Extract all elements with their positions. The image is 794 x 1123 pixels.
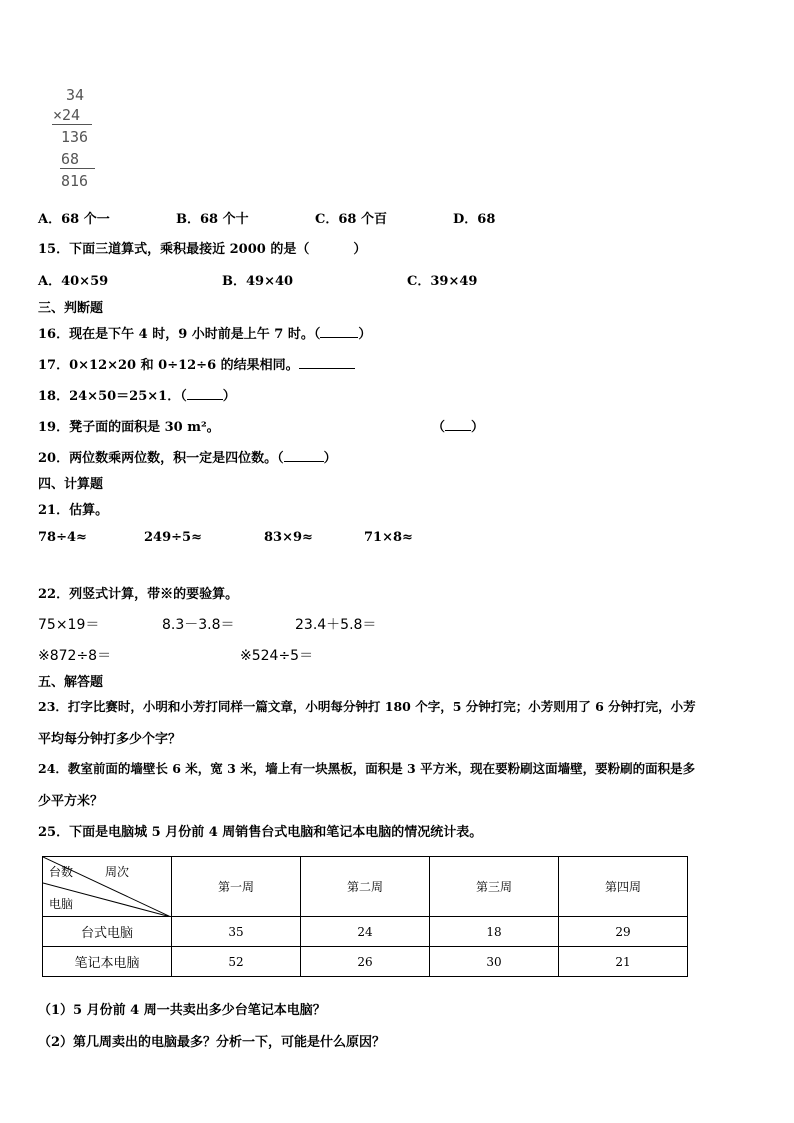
- corner-label-week: 周次: [105, 865, 130, 879]
- q24-line1: 24．教室前面的墙壁长 6 米，宽 3 米，墙上有一块黑板，面积是 3 平方米，现在要粉刷这面墙壁，要粉刷的面积是多: [38, 761, 696, 776]
- sales-table: [42, 856, 688, 977]
- section-4-heading: 四、计算题: [38, 477, 104, 492]
- q22-item-1: 75×19＝: [38, 617, 100, 633]
- q16-answer-blank[interactable]: [320, 325, 358, 338]
- q18: [38, 385, 236, 404]
- q22-item-5: ※524÷5＝: [240, 648, 314, 664]
- q14-option-d: D．68: [453, 212, 496, 227]
- q17-answer-blank[interactable]: [299, 356, 355, 369]
- q14-option-b: B．68 个十: [176, 212, 249, 227]
- q15-stem: [38, 238, 366, 257]
- q16-text: 16．现在是下午 4 时，9 小时前是上午 7 时。（: [38, 327, 321, 342]
- laptop-week-3: 30: [430, 947, 559, 977]
- vertical-calc-line5: 816: [61, 172, 89, 190]
- q19-bracket: [432, 416, 484, 435]
- desktop-week-2: 24: [301, 917, 430, 947]
- q16: [38, 323, 371, 342]
- vertical-calc-line2: ×24: [53, 106, 81, 124]
- laptop-week-2: 26: [301, 947, 430, 977]
- vertical-calc-rule2: [60, 168, 95, 169]
- table-corner-cell: [43, 857, 172, 917]
- row-label-desktop: 台式电脑: [43, 917, 172, 947]
- q14-option-c: C．68 个百: [315, 212, 387, 227]
- q15-close: ）: [353, 242, 367, 257]
- q18-answer-blank[interactable]: [187, 387, 223, 400]
- q19-text: 19．凳子面的面积是 30 m²。: [38, 420, 220, 435]
- q24-line2: 少平方米？: [38, 794, 104, 809]
- q15-option-c: C．39×49: [407, 274, 478, 289]
- header-week-1: 第一周: [172, 857, 301, 917]
- q25-sub2: （2）第几周卖出的电脑最多？分析一下，可能是什么原因？: [38, 1035, 386, 1050]
- desktop-week-1: 35: [172, 917, 301, 947]
- q21-item-3: 83×9≈: [264, 530, 313, 545]
- q16-close: ）: [358, 327, 372, 342]
- laptop-week-1: 52: [172, 947, 301, 977]
- laptop-week-4: 21: [559, 947, 688, 977]
- corner-label-computer: 电脑: [49, 897, 74, 911]
- vertical-calc-line3: 136: [61, 128, 89, 146]
- q18-text: 18．24×50＝25×1．（: [38, 389, 187, 404]
- q23-line2: 平均每分钟打多少个字？: [38, 732, 182, 747]
- q21-text: 21．估算。: [38, 503, 109, 518]
- q17: [38, 354, 355, 373]
- corner-label-count: 台数: [49, 865, 74, 879]
- q25-sub1: （1）5 月份前 4 周一共卖出多少台笔记本电脑？: [38, 1003, 326, 1018]
- q14-option-a: A．68 个一: [38, 212, 110, 227]
- q15-option-a: A．40×59: [38, 274, 109, 289]
- vertical-calc-rule1: [52, 124, 92, 125]
- desktop-week-4: 29: [559, 917, 688, 947]
- q19-bracket-open: （: [432, 420, 446, 435]
- q22-text: 22．列竖式计算，带※的要验算。: [38, 587, 239, 602]
- q21-item-4: 71×8≈: [364, 530, 413, 545]
- section-5-heading: 五、解答题: [38, 675, 104, 690]
- q20: [38, 447, 337, 466]
- q20-close: ）: [323, 451, 337, 466]
- q15-text: 15．下面三道算式，乘积最接近 2000 的是（: [38, 242, 310, 257]
- q25-text: 25．下面是电脑城 5 月份前 4 周销售台式电脑和笔记本电脑的情况统计表。: [38, 825, 483, 840]
- q19-answer-blank[interactable]: [445, 418, 471, 431]
- section-3-heading: 三、判断题: [38, 301, 104, 316]
- q21-item-2: 249÷5≈: [144, 530, 202, 545]
- desktop-week-3: 18: [430, 917, 559, 947]
- q17-text: 17．0×12×20 和 0÷12÷6 的结果相同。: [38, 358, 299, 373]
- q23-line1: 23．打字比赛时，小明和小芳打同样一篇文章，小明每分钟打 180 个字，5 分钟打完；小芳则用了 6 分钟打完，小芳: [38, 699, 696, 714]
- q22-item-3: 23.4＋5.8＝: [295, 617, 377, 633]
- q18-close: ）: [222, 389, 236, 404]
- q22-item-4: ※872÷8＝: [38, 648, 112, 664]
- vertical-calc-line4: 68: [61, 150, 80, 168]
- q20-answer-blank[interactable]: [284, 449, 324, 462]
- q21-item-1: 78÷4≈: [38, 530, 87, 545]
- header-week-4: 第四周: [559, 857, 688, 917]
- q15-option-b: B．49×40: [222, 274, 294, 289]
- vertical-calc-line1: 34: [66, 86, 85, 104]
- q20-text: 20．两位数乘两位数，积一定是四位数。（: [38, 451, 284, 466]
- header-week-3: 第三周: [430, 857, 559, 917]
- header-week-2: 第二周: [301, 857, 430, 917]
- row-label-laptop: 笔记本电脑: [43, 947, 172, 977]
- q19-bracket-close: ）: [471, 420, 485, 435]
- q22-item-2: 8.3－3.8＝: [162, 617, 235, 633]
